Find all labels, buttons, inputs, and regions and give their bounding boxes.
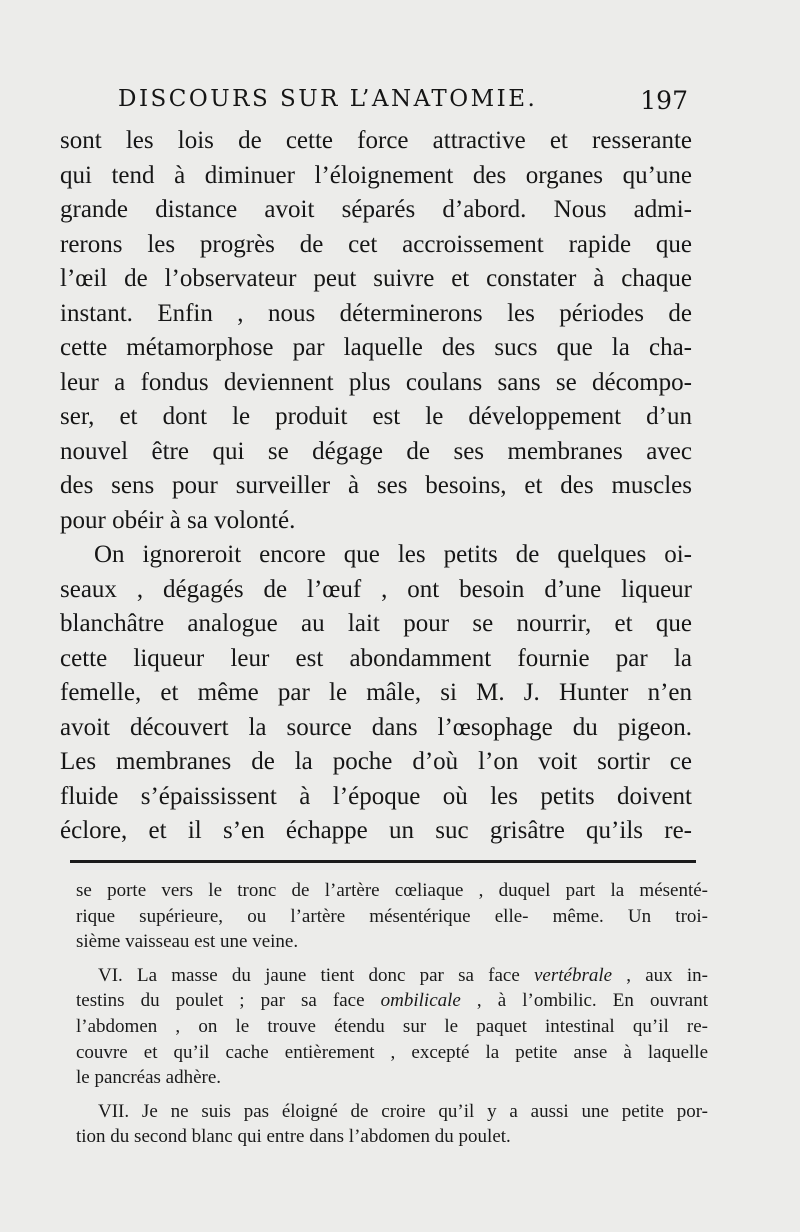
footnote-rule [70,860,696,863]
text-line: Les membranes de la poche d’où l’on voit sortir ce [60,748,692,775]
text-line: leur a fondus deviennent plus coulans sans se décompo- [60,368,692,396]
text-line: seaux , dégagés de l’œuf , ont besoin d’une liqueur [60,575,692,603]
text-line: blanchâtre analogue au lait pour se nourrir, et que [60,610,692,637]
footnote-line: rique supérieure, ou l’artère mésentérique elle- même. Un troi- [76,905,708,927]
footnote-vi-line: le pancréas adhère. [76,1067,222,1089]
text-line: rerons les progrès de cet accroissement rapide que [60,230,692,258]
text-line: instant. Enfin , nous déterminerons les périodes de [60,299,692,327]
text-line: éclore, et il s’en échappe un suc grisâtre qu’ils re- [60,817,692,844]
footnote-vii-line: VII. Je ne suis pas éloigné de croire qu’il y a aussi une petite por- [98,1100,708,1122]
footnote-vi-line: couvre et qu’il cache entièrement , excepté la petite anse à laquelle [76,1041,708,1063]
text-line: ser, et dont le produit est le développement d’un [60,403,692,430]
footnote-vi-line: l’abdomen , on le trouve étendu sur le paquet intestinal qu’il re- [76,1015,708,1037]
text-line: cette liqueur leur est abondamment fournie par la [60,644,692,672]
footnote-vi-line [76,963,708,989]
page-number: 197 [640,86,688,115]
footnote-line: sième vaisseau est une veine. [76,931,299,953]
footnote-line: se porte vers le tronc de l’artère cœliaque , duquel part la mésenté- [76,880,708,901]
text-line: avoit découvert la source dans l’œsophage du pigeon. [60,713,692,741]
text-line: cette métamorphose par laquelle des sucs que la cha- [60,334,692,361]
footnote-text: VI. La masse du jaune tient donc par sa face [98,964,534,986]
main-text [60,124,692,849]
text-line: nouvel être qui se dégage de ses membranes avec [60,437,692,465]
text-line: l’œil de l’observateur peut suivre et constater à chaque [60,265,692,292]
page-header [118,86,688,120]
footnote-italic-term: vertébrale [533,964,613,986]
footnote-text: testins du poulet ; par sa face [76,990,381,1012]
footnote-vii-line: tion du second blanc qui entre dans l’abdomen du poulet. [76,1126,511,1148]
footnote-vi-line [76,988,708,1014]
text-line: qui tend à diminuer l’éloignement des organes qu’une [60,161,692,189]
text-line: sont les lois de cette force attractive et resserante [60,127,692,154]
running-head: DISCOURS SUR L’ANATOMIE. [118,86,538,112]
text-line: fluide s’épaississent à l’époque où les petits doivent [60,782,692,810]
footnote-text: , aux in- [612,964,708,986]
footnote-text: , à l’ombilic. En ouvrant [460,990,708,1012]
text-line: On ignoreroit encore que les petits de quelques oi- [94,541,692,568]
text-line: des sens pour surveiller à ses besoins, et des muscles [60,472,692,499]
text-line: grande distance avoit séparés d’abord. Nous admi- [60,196,692,223]
text-line: pour obéir à sa volonté. [60,506,296,534]
footnotes [76,878,708,1150]
text-line: femelle, et même par le mâle, si M. J. Hunter n’en [60,679,692,706]
footnote-italic-term: ombilicale [380,990,461,1012]
